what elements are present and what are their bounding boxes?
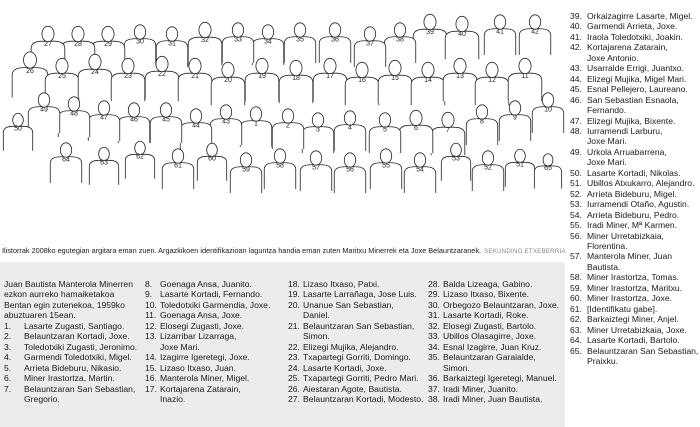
person-name: San Sebastian Esnaola,: [587, 94, 679, 105]
person-entry: [570, 335, 698, 345]
person-name: Manterola Miner, Juan: [587, 251, 673, 262]
person-number: 62.: [570, 314, 582, 325]
person-name: Orbegozo Belauntzaran, Joxe.: [443, 299, 560, 310]
photo-number-label: 54: [416, 166, 424, 174]
person-entry: [145, 289, 285, 299]
person-entry: [428, 289, 565, 299]
person-name: Elosegi Zugasti, Bartolo.: [443, 320, 537, 331]
photo-number-label: 56: [346, 166, 354, 174]
photo-number-label: 31: [168, 40, 176, 48]
photo-number-label: 15: [391, 75, 399, 82]
names-column-4: [428, 279, 565, 404]
person-name: Lasarte Zugasti, Santiago.: [24, 320, 125, 331]
person-entry: [570, 63, 698, 73]
names-column-2: [145, 279, 285, 404]
photo-number-label: 8: [480, 118, 484, 126]
person-number: 31.: [428, 310, 440, 321]
person-entry: [428, 279, 565, 289]
person-name: Unanue San Sebastian,: [303, 299, 394, 310]
person-number: 40.: [570, 21, 582, 32]
person-name: Orkaizagirre Lasarte, Migel.: [587, 11, 693, 21]
photo-number-label: 24: [91, 69, 99, 76]
person-entry: [570, 283, 698, 293]
person-name: Miner Irastortza, Tomas.: [587, 272, 680, 283]
person-entry: [288, 321, 428, 331]
person-entry: [145, 363, 285, 373]
photo-number-label: 52: [484, 164, 492, 172]
person-name-continued: Fernando.: [587, 105, 627, 116]
photo-number-label: 32: [201, 37, 209, 44]
photo-number-label: 57: [312, 164, 320, 172]
photo-number-label: 58: [276, 162, 284, 170]
photo-number-label: 63: [100, 159, 108, 167]
photo-number-label: 7: [446, 127, 450, 134]
photo-number-label: 11: [521, 73, 529, 80]
person-number: 45.: [570, 84, 582, 95]
person-name-continued: Joxe Mari.: [160, 341, 200, 352]
person-number: 27.: [288, 393, 300, 404]
person-name: Miner Irastortza, Maritxu.: [587, 282, 683, 293]
person-number: 17.: [145, 383, 157, 394]
person-number: 64.: [570, 335, 582, 346]
person-entry: [288, 373, 428, 383]
photo-number-label: 37: [366, 40, 374, 48]
person-entry: [288, 363, 428, 373]
person-number: 33.: [428, 331, 440, 342]
person-entry: [570, 32, 698, 42]
photo-number-label: 50: [14, 125, 22, 133]
person-name-continued: Joxe Mari.: [587, 157, 627, 168]
person-entry: [570, 314, 698, 324]
person-entry: [570, 325, 698, 335]
person-name: Lasarte Kortadi, Fernando.: [160, 289, 263, 300]
person-number: 57.: [570, 251, 582, 262]
person-number: 35.: [428, 352, 440, 363]
person-name: Lasarte Kortadi, Roke.: [443, 310, 529, 321]
person-name: Iradi Miner, Mª Karmen.: [587, 220, 678, 231]
person-number: 59.: [570, 282, 582, 293]
person-number: 28.: [428, 279, 440, 289]
person-entry: [428, 384, 565, 394]
person-name: Lizaso Itxaso, Juan.: [160, 362, 236, 373]
photo-number-label: 5: [383, 126, 387, 134]
photo-credit: SEKUNDINO ETXEBERRIA: [484, 248, 566, 255]
person-entry: [570, 116, 698, 126]
photo-number-label: 19: [258, 73, 266, 80]
caption-text: Ilistorrak 2008ko egutegian argitara eman zuen. Argazkikoen identifikazioan laguntza handia eman zuten Maritxu Minerrek eta Joxe Belauntzaranek.: [2, 246, 482, 255]
person-entry: [145, 352, 285, 362]
group-photo-outline: [0, 0, 565, 244]
person-entry: [570, 251, 698, 261]
person-number: 54.: [570, 209, 582, 220]
person-entry: [570, 272, 698, 282]
person-number: 3.: [4, 341, 12, 352]
person-name-continued: Praixku.: [587, 355, 619, 366]
person-entry: [145, 373, 285, 383]
person-name: Ubillos Olasagirre, Joxe.: [443, 331, 537, 342]
person-entry: [428, 373, 565, 383]
person-number: 25.: [288, 373, 300, 384]
photo-number-label: 55: [382, 162, 390, 170]
person-entry: [4, 321, 134, 331]
person-number: 50.: [570, 167, 582, 178]
photo-number-label: 21: [191, 73, 199, 80]
person-number: 37.: [428, 383, 440, 394]
person-name: Iradi Miner, Juanito.: [443, 383, 518, 394]
photo-number-label: 14: [424, 77, 432, 84]
person-entry: [145, 279, 285, 289]
photo-number-label: 30: [136, 38, 144, 46]
person-number: 14.: [145, 352, 157, 363]
person-number: 41.: [570, 31, 582, 42]
intro-line: ezkon aurreko hamaiketakoa: [4, 289, 115, 300]
person-entry: [288, 289, 428, 299]
person-number: 63.: [570, 324, 582, 335]
photo-caption: [2, 246, 566, 257]
person-number: 43.: [570, 63, 582, 74]
person-entry: [288, 394, 428, 404]
person-name: Belauntzaran Kortadi, Joxe.: [24, 331, 130, 342]
person-entry: [4, 363, 134, 373]
photo-number-label: 18: [292, 75, 300, 82]
person-number: 23.: [288, 352, 300, 363]
intro-line: Juan Bautista Manterola Minerren: [4, 279, 133, 289]
person-name: Lizaso Itxaso, Patxi.: [303, 279, 380, 289]
person-number: 22.: [288, 341, 300, 352]
person-number: 61.: [570, 303, 582, 314]
photo-number-label: 65: [544, 164, 552, 172]
person-name: Arrieta Bideburu, Nikasio.: [24, 362, 122, 373]
photo-number-label: 16: [358, 77, 366, 84]
person-name: Goenaga Ansa, Joxe.: [160, 310, 243, 321]
person-entry: [570, 304, 698, 314]
photo-number-label: 34: [264, 38, 272, 46]
person-name-continued: Joxe Antonio.: [587, 52, 639, 63]
person-name: Goenaga Ansa, Juanito.: [160, 279, 252, 289]
photo-number-label: 12: [488, 77, 496, 84]
photo-number-label: 6: [414, 125, 418, 132]
person-number: 58.: [570, 272, 582, 283]
person-number: 20.: [288, 299, 300, 310]
person-number: 39.: [570, 11, 582, 21]
person-entry: [570, 220, 698, 230]
person-entry: [570, 231, 698, 241]
person-name: Txapartegi Gorriti, Domingo.: [303, 352, 411, 363]
person-name: Miner Urretabizkaia, Joxe.: [587, 324, 687, 335]
photo-number-label: 25: [58, 73, 66, 80]
person-number: 38.: [428, 393, 440, 404]
person-number: 11.: [145, 310, 157, 321]
person-name: Belauntzaran Kortadi, Modesto.: [303, 393, 424, 404]
person-number: 29.: [428, 289, 440, 300]
person-name: Usarralde Errigi, Juantxo.: [587, 63, 684, 74]
person-entry: [288, 300, 428, 310]
photo-number-label: 29: [104, 41, 112, 48]
person-number: 15.: [145, 362, 157, 373]
person-entry: [4, 352, 134, 362]
person-number: 65.: [570, 345, 582, 356]
person-number: 6.: [4, 373, 12, 384]
person-entry: [288, 342, 428, 352]
person-name: Ubillos Atxukarro, Alejandro.: [587, 178, 695, 189]
person-name: Balda Lizeaga, Gabino.: [443, 279, 533, 289]
names-column-1: [4, 279, 138, 404]
person-number: 7.: [4, 383, 12, 394]
photo-number-label: 51: [516, 161, 524, 169]
person-number: 42.: [570, 42, 582, 53]
person-number: 34.: [428, 341, 440, 352]
person-number: 36.: [428, 373, 440, 384]
person-name: Garmendi Toledotxiki, Migel.: [24, 352, 132, 363]
person-number: 32.: [428, 320, 440, 331]
person-name: Kortajarena Zatarain,: [587, 42, 668, 53]
person-entry: [428, 394, 565, 404]
person-name: Urkola Arruabarrena,: [587, 146, 667, 157]
person-number: 10.: [145, 299, 157, 310]
person-number: 47.: [570, 115, 582, 126]
person-name: Lasarte Larrañaga, Jose Luis.: [303, 289, 417, 300]
photo-number-label: 3: [316, 126, 320, 134]
person-name-continued: Simon.: [303, 331, 330, 342]
person-entry: [145, 310, 285, 320]
photo-number-label: 53: [452, 155, 460, 163]
person-number: 26.: [288, 383, 300, 394]
person-number: 16.: [145, 373, 157, 384]
photo-number-label: 20: [224, 77, 232, 84]
person-name: Miner Irastortza, Martin.: [24, 373, 115, 384]
person-number: 60.: [570, 293, 582, 304]
photo-number-label: 22: [158, 71, 166, 78]
person-name: Elizegi Mujika, Bixente.: [587, 115, 676, 126]
person-entry: [570, 21, 698, 31]
person-entry: [570, 74, 698, 84]
person-name: Arrieta Bideburu, Migel.: [587, 188, 677, 199]
person-entry: [428, 342, 565, 352]
person-name: Kortajarena Zatarain,: [160, 383, 241, 394]
person-number: 30.: [428, 299, 440, 310]
person-entry: [570, 189, 698, 199]
person-number: 49.: [570, 146, 582, 157]
person-entry: [145, 331, 285, 341]
person-entry: [145, 384, 285, 394]
person-name: Iurramendi Larburu,: [587, 125, 663, 136]
photo-number-label: 17: [326, 73, 334, 80]
person-entry: [570, 168, 698, 178]
photo-number-label: 39: [426, 29, 434, 36]
person-name: Esnal Izagirre, Juan Kruz.: [443, 341, 542, 352]
person-name: Belauntzaran San Sebastian,: [303, 320, 415, 331]
person-entry: [288, 279, 428, 289]
person-name: Toledotxiki Zugasti, Jeronimo.: [24, 341, 138, 352]
photo-number-label: 42: [531, 28, 539, 36]
person-entry: [288, 384, 428, 394]
person-number: 1.: [4, 320, 12, 331]
photo-number-label: 40: [458, 31, 466, 38]
person-number: 18.: [288, 279, 300, 289]
photo-number-label: 9: [513, 114, 517, 122]
person-number: 5.: [4, 362, 12, 373]
person-name: Barkaiztegi Miner, Anjel.: [587, 314, 679, 325]
person-name-continued: Joxe Mari.: [587, 136, 627, 147]
photo-number-label: 60: [208, 155, 216, 163]
photo-number-label: 13: [456, 73, 464, 80]
photo-number-label: 10: [544, 106, 552, 114]
photo-number-label: 41: [496, 28, 504, 36]
photo-number-label: 47: [100, 114, 108, 122]
person-name-continued: Florentina.: [587, 240, 628, 251]
person-number: 21.: [288, 320, 300, 331]
names-column-5: [570, 11, 698, 366]
person-entry: [570, 147, 698, 157]
person-entry: [428, 300, 565, 310]
person-entry: [570, 293, 698, 303]
photo-number-label: 1: [254, 120, 258, 128]
intro-line: Bentan egin zutenekoa, 1959ko: [4, 299, 125, 310]
person-number: 12.: [145, 320, 157, 331]
person-name: Elizegi Mujika, Alejandro.: [303, 341, 399, 352]
person-entry: [4, 384, 134, 394]
person-number: 55.: [570, 220, 582, 231]
photo-number-label: 2: [286, 122, 290, 130]
photo-number-label: 45: [162, 116, 170, 124]
person-name-continued: Inazio.: [160, 393, 186, 404]
person-entry: [570, 42, 698, 52]
person-name-continued: Bautista.: [587, 261, 621, 272]
photo-number-label: 64: [62, 156, 70, 164]
photo-number-label: 59: [242, 166, 250, 174]
photo-number-label: 48: [70, 110, 78, 118]
person-number: 51.: [570, 178, 582, 189]
person-name: Aiestaran Agote, Bautista.: [303, 383, 402, 394]
photo-number-label: 35: [296, 36, 304, 44]
person-number: 13.: [145, 331, 157, 342]
person-name: Elosegi Zugasti, Joxe.: [160, 320, 245, 331]
person-number: 19.: [288, 289, 300, 300]
person-entry: [428, 331, 565, 341]
person-name: Elizegi Mujika, Migel Mari.: [587, 73, 687, 84]
photo-number-label: 36: [331, 36, 339, 44]
person-number: 52.: [570, 188, 582, 199]
person-name: Arrieta Bideburu, Pedro.: [587, 209, 680, 220]
person-name: Miner Irastortza, Joxe.: [587, 293, 673, 304]
person-entry: [570, 11, 698, 21]
person-name: Lasarte Kortadi, Joxe.: [303, 362, 387, 373]
person-name: Belauntzaran San Sebastian,: [24, 383, 136, 394]
person-entry: [570, 210, 698, 220]
person-entry: [570, 126, 698, 136]
person-number: 8.: [145, 279, 153, 289]
photo-number-label: 43: [222, 118, 230, 126]
person-name: Belauntzaran San Sebastian,: [587, 345, 699, 356]
person-entry: [570, 178, 698, 188]
photo-number-label: 61: [174, 162, 182, 170]
photo-number-label: 46: [130, 116, 138, 124]
person-number: 24.: [288, 362, 300, 373]
person-entry: [145, 300, 285, 310]
person-name: Lizarribar Lizarraga,: [160, 331, 237, 342]
person-name: Lizaso Itxaso, Bixente.: [443, 289, 529, 300]
photo-number-label: 26: [26, 67, 34, 75]
person-name: Lasarte Kortadi, Bartolo.: [587, 335, 680, 346]
photo-number-label: 38: [396, 36, 404, 44]
person-name: Belauntzaran Garaialde,: [443, 352, 536, 363]
person-name: Toledotxiki Garmendia, Joxe.: [160, 299, 271, 310]
person-entry: [4, 373, 134, 383]
photo-number-label: 28: [74, 41, 82, 48]
names-column-3: [288, 279, 428, 404]
person-number: 9.: [145, 289, 153, 300]
person-entry: [428, 352, 565, 362]
intro-line: abuztuaren 15ean.: [4, 310, 76, 321]
photo-number-label: 44: [192, 122, 200, 130]
person-number: 46.: [570, 94, 582, 105]
person-name: Miner Urretabizkaia,: [587, 230, 664, 241]
person-name: Garmendi Arrieta, Joxe.: [587, 21, 678, 32]
person-entry: [4, 341, 138, 352]
person-name: Txapartegi Gorriti, Pedro Mari.: [303, 373, 419, 384]
person-name: Esnal Pellejero, Laureano.: [587, 84, 688, 95]
photo-number-label: 62: [136, 153, 144, 161]
person-name: Izagirre Igeretegi, Joxe.: [160, 352, 250, 363]
photo-number-label: 23: [124, 73, 132, 80]
person-number: 56.: [570, 230, 582, 241]
person-name: Manterola Miner, Migel.: [160, 373, 250, 384]
person-name: [Identifikatu gabe].: [587, 303, 658, 314]
person-number: 4.: [4, 352, 12, 363]
person-entry: [570, 84, 698, 94]
person-name: Lasarte Kortadi, Nikolas.: [587, 167, 681, 178]
person-number: 48.: [570, 125, 582, 136]
photo-number-label: 49: [40, 106, 48, 114]
person-name: Iradi Miner, Juan Bautista.: [443, 393, 543, 404]
person-entry: [428, 310, 565, 320]
person-entry: [570, 346, 698, 356]
person-name: Iraola Toledotxiki, Joakin.: [587, 31, 683, 42]
person-name-continued: Simon.: [443, 362, 470, 373]
person-entry: [288, 352, 428, 362]
person-entry: [570, 199, 698, 209]
photo-number-label: 33: [234, 36, 242, 44]
person-name-continued: Gregorio.: [24, 393, 60, 404]
person-name: Barkaiztegi Igeretegi, Manuel.: [443, 373, 557, 384]
photo-number-label: 4: [348, 124, 352, 132]
person-number: 2.: [4, 331, 12, 342]
person-entry: [570, 95, 698, 105]
photo-number-label: 27: [44, 41, 52, 48]
person-name-continued: Daniel.: [303, 310, 330, 321]
person-name: Iurramendi Otaño, Agustin.: [587, 199, 690, 210]
person-number: 53.: [570, 199, 582, 210]
person-entry: [145, 321, 285, 331]
person-entry: [4, 331, 134, 341]
person-number: 44.: [570, 73, 582, 84]
person-entry: [428, 321, 565, 331]
